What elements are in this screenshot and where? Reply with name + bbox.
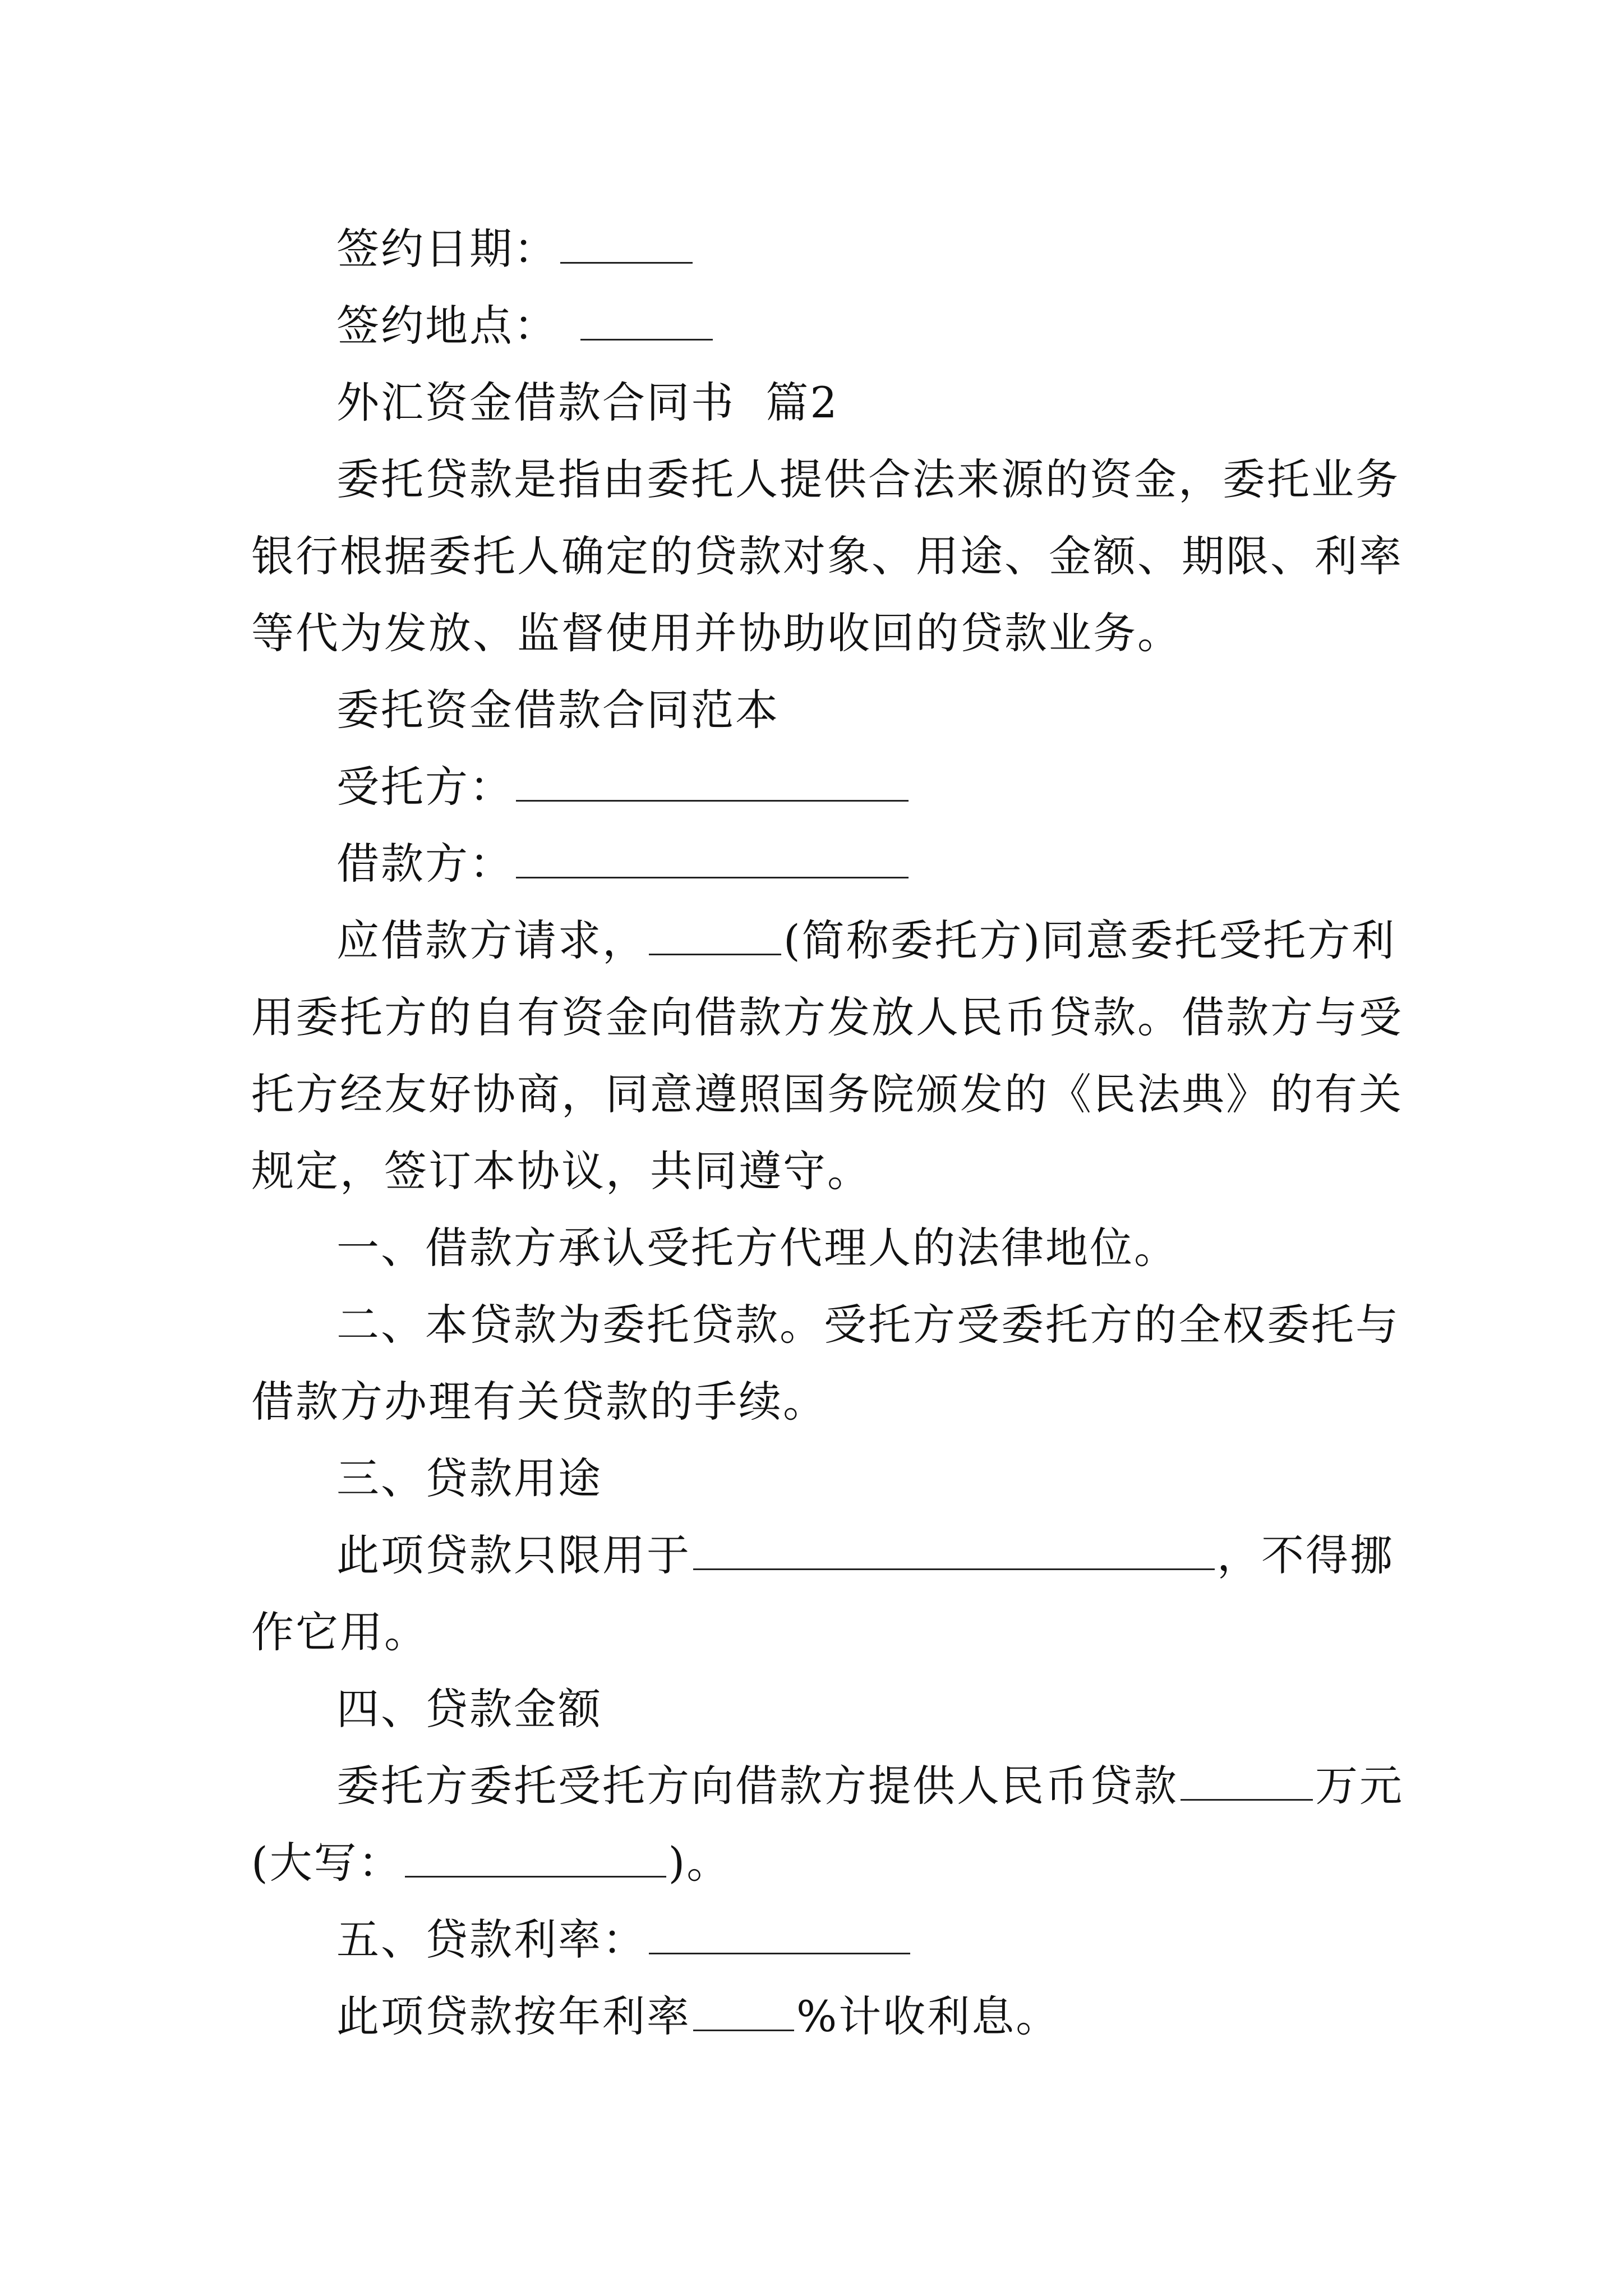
clause4-line-1 — [251, 1747, 1404, 1824]
clause2-line-1: 二、本贷款为委托贷款。受托方受委托方的全权委托与 — [336, 1300, 1400, 1350]
clause3-line-1 — [251, 1517, 1393, 1594]
rate-title-blank — [649, 1921, 910, 1954]
amount-blank — [1181, 1768, 1313, 1801]
clause3-title: 三、贷款用途 — [336, 1453, 602, 1503]
sign-place-blank — [580, 307, 713, 341]
sign-date-label: 签约日期： — [336, 224, 558, 274]
intro-line-1: 委托贷款是指由委托人提供合法来源的资金，委托业务 — [336, 454, 1400, 504]
delegator-blank — [649, 922, 781, 955]
clause4-upper-end: )。 — [668, 1838, 731, 1888]
intro-line-3: 等代为发放、监督使用并协助收回的贷款业务。 — [251, 608, 1182, 658]
document-body — [251, 210, 1404, 2055]
sign-date-blank — [560, 231, 693, 264]
clause2-line-2: 借款方办理有关贷款的手续。 — [251, 1377, 827, 1427]
template-title: 委托资金借款合同范本 — [336, 685, 780, 735]
clause5-line-1 — [251, 1978, 1393, 2055]
clause4-upper-start: (大写： — [251, 1838, 403, 1888]
clause4-line-2 — [251, 1824, 1393, 1901]
clause3-end: ，不得挪 — [1217, 1530, 1394, 1580]
trustee-label: 受托方： — [336, 762, 514, 812]
clause4-title: 四、贷款金额 — [336, 1684, 602, 1734]
trustee-line — [251, 748, 1393, 825]
para1-start: 应借款方请求， — [336, 915, 647, 965]
trustee-blank — [516, 769, 909, 802]
clause4-start: 委托方委托受托方向借款方提供人民币贷款 — [336, 1761, 1178, 1811]
borrower-blank — [516, 845, 909, 878]
sign-place-line — [251, 287, 1393, 364]
clause4-end: 万元 — [1315, 1761, 1404, 1811]
para1-line-2: 用委托方的自有资金向借款方发放人民币贷款。借款方与受 — [251, 992, 1403, 1042]
para1-line-1 — [251, 902, 1396, 979]
amount-upper-blank — [405, 1844, 666, 1878]
clause1: 一、借款方承认受托方代理人的法律地位。 — [336, 1223, 1178, 1273]
clause3-start: 此项贷款只限用于 — [336, 1530, 691, 1580]
clause5-title: 五、贷款利率： — [336, 1915, 647, 1964]
para1-line-4: 规定，签订本协议，共同遵守。 — [251, 1146, 872, 1196]
sign-date-line — [251, 210, 1393, 287]
rate-blank — [693, 1998, 794, 2031]
sign-place-label: 签约地点： — [336, 301, 558, 351]
para1-end: (简称委托方)同意委托受托方利 — [783, 915, 1396, 965]
clause3-line-2: 作它用。 — [251, 1607, 428, 1657]
purpose-blank — [693, 1537, 1215, 1570]
intro-line-2: 银行根据委托人确定的贷款对象、用途、金额、期限、利率 — [251, 531, 1403, 581]
section-title: 外汇资金借款合同书 篇2 — [336, 378, 839, 427]
borrower-label: 借款方： — [336, 839, 514, 889]
para1-line-3: 托方经友好协商，同意遵照国务院颁发的《民法典》的有关 — [251, 1069, 1403, 1119]
borrower-line — [251, 825, 1393, 902]
clause5-title-line — [251, 1901, 1393, 1978]
clause5-end: %计收利息。 — [796, 1991, 1061, 2041]
clause5-start: 此项贷款按年利率 — [336, 1991, 691, 2041]
